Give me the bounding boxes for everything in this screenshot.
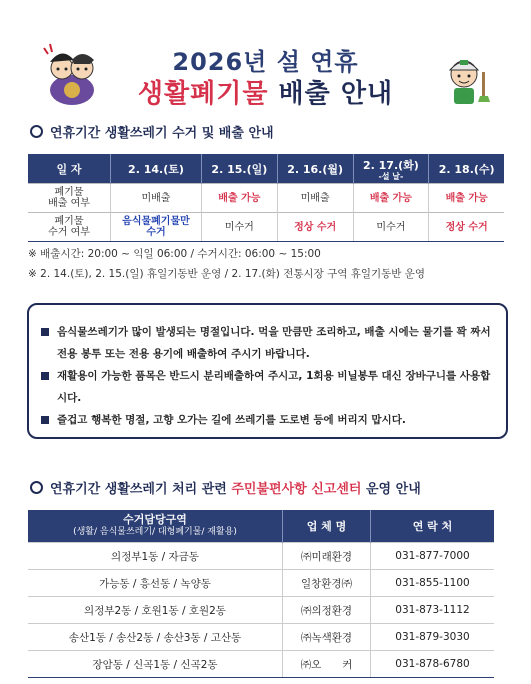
schedule-col-header (429, 154, 504, 184)
row-label: 폐기물 배출 여부 (28, 184, 111, 213)
schedule-cell: 미배출 (111, 184, 202, 213)
holiday-squad-note: ※ 2. 14.(토), 2. 15.(일) 휴일기동반 운영 / 2. 17.(화) 전통시장 구역 휴일기동반 운영 (28, 268, 426, 280)
col-label: 2. 18.(수) (438, 162, 495, 176)
page-subtitle (0, 73, 531, 110)
guidance-text: 즐겁고 행복한 명절, 고향 오가는 길에 쓰레기를 도로변 등에 버리지 맙시다. (57, 414, 406, 426)
contact-phone: 031-873-1112 (371, 597, 495, 624)
section-heading-highlight: 주민불편사항 신고센터 (231, 482, 362, 497)
section-heading-label: 연휴기간 생활쓰레기 수거 및 배출 안내 (50, 126, 274, 141)
contact-area: 의정부2동 / 호원1동 / 호원2동 (28, 597, 283, 624)
col-label: 2. 16.(월) (287, 162, 344, 176)
contact-row (28, 651, 494, 678)
area-header-sub: (생활/ 음식물쓰레기/ 대형폐기물/ 재활용) (73, 527, 237, 537)
time-note: ※ 배출시간: 20:00 ~ 익일 06:00 / 수거시간: 06:00 ~ 15:00 (28, 248, 321, 260)
contacts-table (28, 510, 494, 678)
contact-row (28, 570, 494, 597)
guidance-box (27, 303, 508, 439)
contact-area: 송산1동 / 송산2동 / 송산3동 / 고산동 (28, 624, 283, 651)
section-heading-label-end: 운영 안내 (361, 482, 421, 497)
guidance-text: 음식물쓰레기가 많이 발생되는 명절입니다. 먹을 만큼만 조리하고, 배출 시에는 물기를 꽉 짜서 전용 봉투 또는 전용 용기에 배출하여 주시기 바랍니다. (57, 326, 491, 360)
col-label: 2. 14.(토) (128, 162, 184, 176)
schedule-cell: 정상 수거 (277, 213, 353, 242)
schedule-cell: 미수거 (201, 213, 277, 242)
guidance-item (41, 409, 494, 431)
square-bullet-icon (41, 372, 49, 380)
contact-phone: 031-879-3030 (371, 624, 495, 651)
schedule-cell: 정상 수거 (429, 213, 504, 242)
schedule-header-row (28, 154, 504, 184)
schedule-cell: 미배출 (277, 184, 353, 213)
section-heading-contacts (30, 478, 421, 497)
title-rest: 배출 안내 (268, 79, 394, 109)
col-sublabel: -설 날- (378, 171, 404, 181)
circle-bullet-icon (30, 125, 43, 138)
section-heading-label: 연휴기간 생활쓰레기 처리 관련 (50, 482, 232, 497)
schedule-table (28, 154, 504, 242)
schedule-row (28, 213, 504, 242)
guidance-item (41, 365, 494, 409)
schedule-cell: 미수거 (353, 213, 429, 242)
schedule-col-header (28, 154, 111, 184)
schedule-col-header (201, 154, 277, 184)
col-label: 일 자 (56, 162, 82, 176)
schedule-cell: 배출 가능 (429, 184, 504, 213)
schedule-cell: 배출 가능 (201, 184, 277, 213)
square-bullet-icon (41, 328, 49, 336)
area-header-label: 수거담당구역 (123, 513, 187, 526)
contact-row (28, 624, 494, 651)
guidance-item (41, 321, 494, 365)
page-title: 2026년 설 연휴 (172, 48, 359, 76)
col-label: 2. 17.(화) (362, 158, 419, 172)
contact-area: 의정부1동 / 자금동 (28, 543, 283, 570)
section-heading-schedule (30, 122, 274, 141)
area-header (28, 510, 283, 543)
contact-area: 장암동 / 신곡1동 / 신곡2동 (28, 651, 283, 678)
col-label: 2. 15.(일) (211, 162, 268, 176)
company-header: 업 체 명 (283, 510, 371, 543)
contacts-header-row (28, 510, 494, 543)
guidance-text: 재활용이 가능한 품목은 반드시 분리배출하여 주시고, 1회용 비닐봉투 대신 장바구니를 사용합시다. (57, 370, 491, 404)
schedule-row (28, 184, 504, 213)
schedule-cell: 배출 가능 (353, 184, 429, 213)
contact-row (28, 543, 494, 570)
square-bullet-icon (41, 416, 49, 424)
schedule-cell: 음식물폐기물만 수거 (111, 213, 202, 242)
phone-header: 연 락 처 (371, 510, 495, 543)
contact-row (28, 597, 494, 624)
contact-company: ㈜미래환경 (283, 543, 371, 570)
contact-area: 가능동 / 흥선동 / 녹양동 (28, 570, 283, 597)
circle-bullet-icon (30, 481, 43, 494)
schedule-col-header (111, 154, 202, 184)
schedule-col-header (353, 154, 429, 184)
contact-company: ㈜오 커 (283, 651, 371, 678)
title-highlight: 생활폐기물 (137, 79, 269, 109)
contact-phone: 031-855-1100 (371, 570, 495, 597)
schedule-col-header (277, 154, 353, 184)
contact-phone: 031-877-7000 (371, 543, 495, 570)
contact-company: 일창환경㈜ (283, 570, 371, 597)
contact-company: ㈜녹색환경 (283, 624, 371, 651)
row-label: 폐기물 수거 여부 (28, 213, 111, 242)
contact-company: ㈜의정환경 (283, 597, 371, 624)
contact-phone: 031-878-6780 (371, 651, 495, 678)
